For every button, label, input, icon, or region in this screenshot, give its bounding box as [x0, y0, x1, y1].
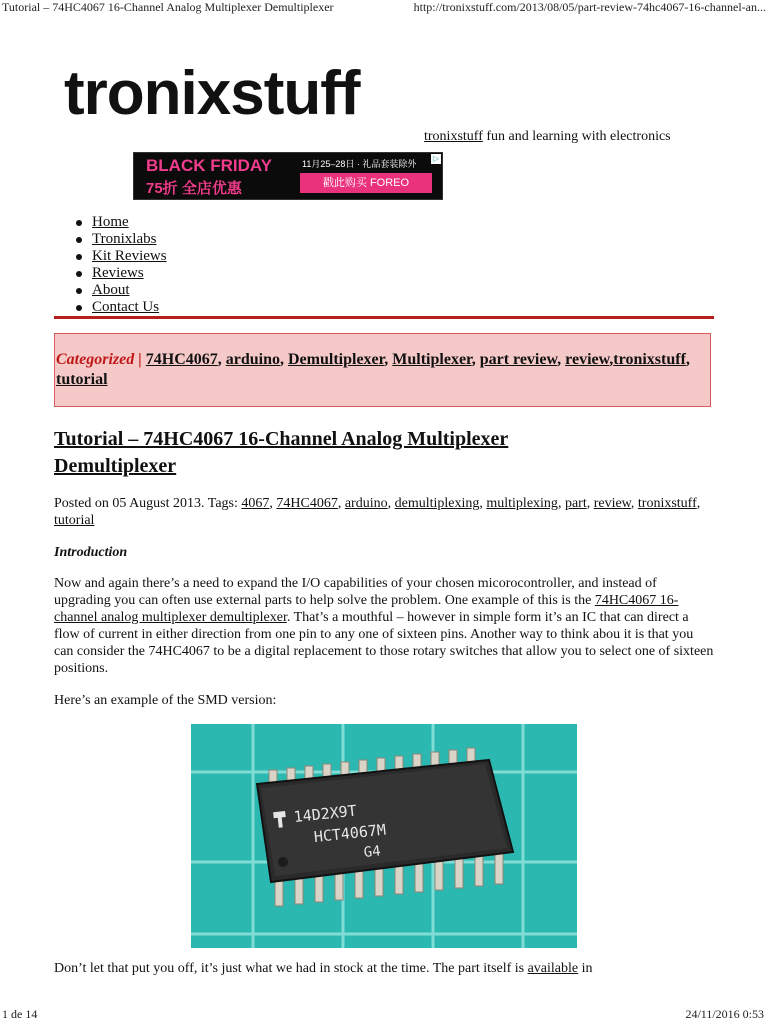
category-link[interactable]: arduino: [225, 351, 280, 368]
paragraph-intro: [54, 575, 716, 677]
print-header-title: Tutorial – 74HC4067 16-Channel Analog Multiplexer Demultiplexer: [2, 0, 334, 14]
tag-separator: ,: [630, 496, 638, 511]
nav-link-about[interactable]: About: [92, 282, 130, 298]
tag-link[interactable]: 74HC4067: [276, 496, 338, 511]
tag-link[interactable]: part: [564, 496, 587, 511]
p1-text-b: . That’s a mouthful – however in simple form it’s an IC that can direct a flow of current in either direction from one pin to any one of sixteen pins. Another way to think abou it is that you can consider the 74HC4067 to be a digital replacement to those rotary switches that allow you to select one of sixteen positions.: [54, 610, 714, 676]
tag-separator: ,: [337, 496, 345, 511]
tag-separator: ,: [557, 496, 565, 511]
mux-link[interactable]: 74HC4067 16-channel analog multiplexer demultiplexer: [54, 593, 679, 625]
bullet-icon: [76, 254, 82, 260]
title-line-2[interactable]: Demultiplexer: [54, 455, 177, 477]
available-link[interactable]: available: [527, 961, 579, 976]
bullet-icon: [76, 305, 82, 311]
p3-text-a: Don’t let that put you off, it’s just what we had in stock at the time. The part itself is: [54, 961, 528, 976]
category-box: [54, 333, 711, 407]
category-separator: ,: [384, 351, 393, 368]
bullet-icon: [76, 237, 82, 243]
tag-link[interactable]: 4067: [241, 496, 270, 511]
tag-separator: ,: [269, 496, 277, 511]
ad-banner[interactable]: [133, 152, 443, 200]
p1-text-a: Now and again there’s a need to expand the I/O capabilities of your chosen micorocontroller, and instead of upgrading you can often use external parts to help solve the problem. One example of this is the: [54, 576, 657, 608]
bullet-icon: [76, 288, 82, 294]
chip-mark-line-3: G4: [363, 843, 382, 861]
nav-item: [75, 231, 167, 248]
paragraph-availability: [54, 960, 716, 977]
nav-item: [75, 248, 167, 265]
category-link[interactable]: 74HC4067: [145, 351, 218, 368]
ad-discount: 75折 全店优惠: [146, 180, 242, 197]
category-link[interactable]: Multiplexer: [392, 351, 472, 368]
title-line-1[interactable]: Tutorial – 74HC4067 16-Channel Analog Multiplexer: [54, 428, 509, 450]
ad-buy-button[interactable]: 戳此购买 FOREO: [300, 173, 432, 193]
tag-separator: ,: [586, 496, 594, 511]
chip-mark-line-1: 14D2X9T: [292, 801, 358, 827]
category-link[interactable]: tutorial: [56, 371, 108, 388]
tag-link[interactable]: arduino: [344, 496, 388, 511]
tag-separator: ,: [696, 496, 701, 511]
categorized-label: Categorized |: [56, 351, 142, 368]
tag-separator: ,: [387, 496, 395, 511]
category-separator: ,: [609, 351, 614, 368]
print-header-url: http://tronixstuff.com/2013/08/05/part-review-74hc4067-16-channel-an...: [413, 0, 766, 14]
category-separator: ,: [685, 351, 690, 368]
intro-heading: Introduction: [54, 545, 128, 560]
category-link[interactable]: Demultiplexer: [288, 351, 385, 368]
site-tagline: [424, 129, 671, 145]
post-meta: [54, 495, 714, 529]
tagline-text: fun and learning with electronics: [482, 129, 671, 144]
tag-link[interactable]: tronixstuff: [637, 496, 697, 511]
nav-item: [75, 299, 167, 316]
nav-link-home[interactable]: Home: [92, 214, 129, 230]
chip-mark-line-2: HCT4067M: [313, 820, 387, 847]
adchoices-icon[interactable]: ▷: [432, 154, 440, 163]
tagline-link[interactable]: tronixstuff: [424, 129, 483, 144]
nav-link-tronixlabs[interactable]: Tronixlabs: [92, 231, 157, 247]
category-link[interactable]: review: [565, 351, 610, 368]
tag-link[interactable]: demultiplexing: [394, 496, 480, 511]
p3-text-b: in: [578, 961, 593, 976]
nav-link-kit-reviews[interactable]: Kit Reviews: [92, 248, 167, 264]
nav-item: [75, 265, 167, 282]
paragraph-smd: Here’s an example of the SMD version:: [54, 693, 277, 708]
divider-rule: [54, 316, 714, 319]
category-separator: ,: [557, 351, 566, 368]
nav-link-contact-us[interactable]: Contact Us: [92, 299, 160, 315]
category-separator: ,: [471, 351, 480, 368]
bullet-icon: [76, 220, 82, 226]
site-logo[interactable]: tronixstuff: [64, 59, 360, 128]
main-nav: [75, 214, 167, 316]
chip-photo: [191, 724, 577, 948]
print-footer-datetime: 24/11/2016 0:53: [685, 1007, 764, 1021]
nav-link-reviews[interactable]: Reviews: [92, 265, 144, 281]
tag-link[interactable]: tutorial: [54, 513, 95, 528]
print-footer-page: 1 de 14: [2, 1007, 38, 1021]
nav-item: [75, 282, 167, 299]
category-separator: ,: [217, 351, 226, 368]
tag-separator: ,: [479, 496, 487, 511]
ad-dates: 11月25–28日 · 礼品套装除外: [302, 159, 417, 169]
nav-item: [75, 214, 167, 231]
posted-date: Posted on 05 August 2013. Tags:: [54, 496, 242, 511]
category-link[interactable]: tronixstuff: [613, 351, 686, 368]
page-title[interactable]: [54, 426, 694, 480]
ad-headline: BLACK FRIDAY: [146, 156, 272, 175]
bullet-icon: [76, 271, 82, 277]
category-link[interactable]: part review: [479, 351, 558, 368]
category-separator: ,: [280, 351, 288, 368]
tag-link[interactable]: multiplexing: [486, 496, 558, 511]
tag-link[interactable]: review: [593, 496, 631, 511]
